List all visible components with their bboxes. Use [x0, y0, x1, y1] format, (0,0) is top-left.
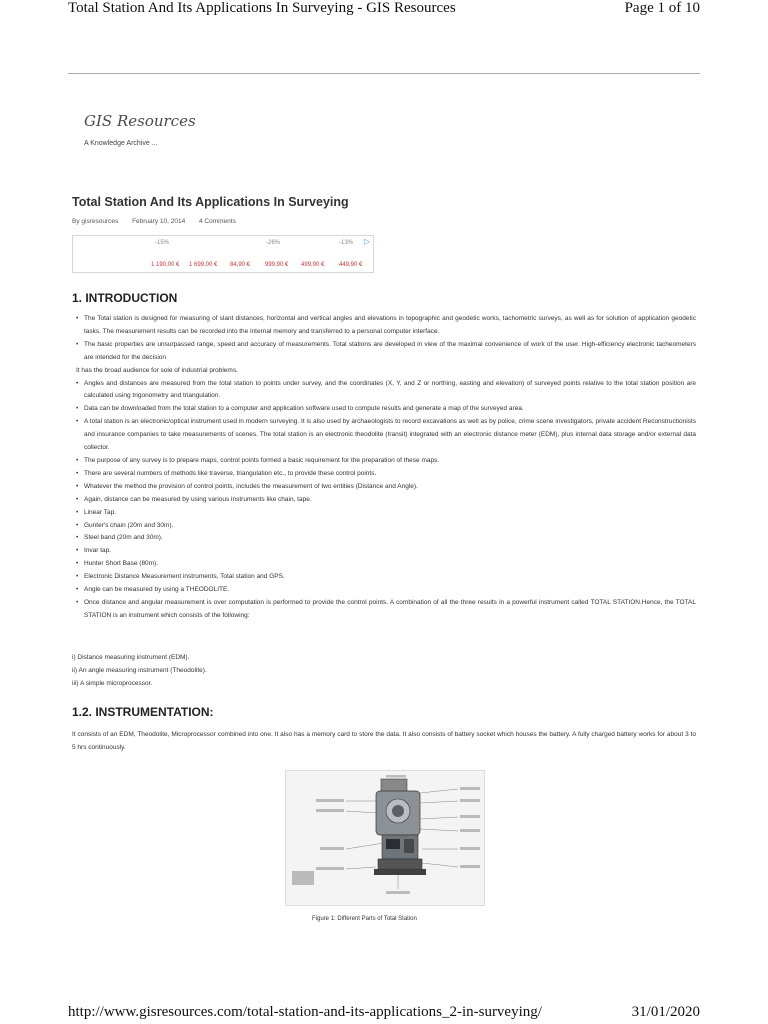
- list-item: • Angle can be measured by using a THEODOLITE.: [84, 584, 696, 597]
- ad-price[interactable]: 1 190,00 €: [151, 262, 180, 268]
- introduction-bullets: [76, 313, 696, 623]
- list-item: i) Distance measuring instrument (EDM).: [72, 654, 190, 661]
- list-item: • Gunter's chain (20m and 30m).: [84, 520, 696, 533]
- ad-discount: -13%: [339, 240, 354, 246]
- list-item: • Whatever the method the provision of control points, includes the measurement of two entities (Distance and Angle).: [84, 481, 696, 494]
- ad-banner[interactable]: [72, 235, 374, 273]
- list-item: • Electronic Distance Measurement instruments, Total station and GPS.: [84, 571, 696, 584]
- section-heading-instrumentation: 1.2. INSTRUMENTATION:: [72, 705, 214, 719]
- list-item: ii) An angle measuring instrument (Theodolite).: [72, 667, 207, 674]
- list-item: iii) A simple microprocessor.: [72, 680, 153, 687]
- list-item: • Once distance and angular measurement is over computation is performed to provide the control points. A combination of all the three results in a powerful instrument called TOTAL STATION.Hence, the TOTAL STATION is an instrument which consists of the following:: [84, 597, 696, 623]
- list-item: • The purpose of any survey is to prepare maps, control points formed a basic requirement for the preparation of these maps.: [84, 455, 696, 468]
- site-title[interactable]: GIS Resources: [84, 112, 196, 130]
- page-number: Page 1 of 10: [624, 0, 700, 16]
- post-date: February 10, 2014: [132, 218, 186, 225]
- divider: [68, 73, 700, 74]
- list-item: • There are several numbers of methods like traverse, triangulation etc., to provide these control points.: [84, 468, 696, 481]
- post-comments[interactable]: 4 Comments: [199, 218, 236, 225]
- ad-price[interactable]: 449,90 €: [339, 262, 363, 268]
- instrumentation-text: It consists of an EDM, Theodolite, Microprocessor combined into one. It also has a memory card to store the data. It also consists of battery socket which houses the battery. A fully charged battery works for about 3 to 5 hrs continuously.: [72, 731, 696, 751]
- list-item: • Hunter Short Base (80m).: [84, 558, 696, 571]
- print-header: [68, 0, 700, 24]
- ad-price[interactable]: 1 699,00 €: [189, 262, 218, 268]
- post-author[interactable]: By gisresources: [72, 218, 119, 225]
- component-list: [72, 651, 207, 690]
- total-station-illustration: [286, 771, 484, 905]
- footer-url: http://www.gisresources.com/total-station-and-its-applications_2-in-surveying/: [68, 1004, 542, 1020]
- list-item: • Again, distance can be measured by using various instruments like chain, tape.: [84, 494, 696, 507]
- subline: It has the broad audience for sole of industrial problems.: [76, 366, 238, 374]
- post-title[interactable]: Total Station And Its Applications In Surveying: [72, 195, 349, 209]
- total-station-figure: [285, 770, 485, 906]
- figure-caption: Figure 1: Different Parts of Total Station: [312, 916, 417, 922]
- list-item: • The Total station is designed for measuring of slant distances, horizontal and vertical angles and elevations in topographic and geodetic works, tachometric surveys, as well as for solution of application geodetic tasks. The measurement results can be recorded into the internal memory and transferred to a personal computer interface.: [84, 313, 696, 339]
- ad-price[interactable]: 499,90 €: [301, 262, 325, 268]
- list-item: • Invar tap.: [84, 545, 696, 558]
- ad-price[interactable]: 84,90 €: [230, 262, 251, 268]
- introduction-body: [76, 313, 696, 623]
- ad-price[interactable]: 999,90 €: [265, 262, 289, 268]
- section-heading-introduction: 1. INTRODUCTION: [72, 291, 178, 305]
- print-title: Total Station And Its Applications In Surveying - GIS Resources: [68, 0, 456, 16]
- list-item: • Linear Tap.: [84, 507, 696, 520]
- list-item: • The basic properties are unsurpassed range, speed and accuracy of measurements. Total stations are developed in view of the maximal convenience of work of the user. High-efficiency electronic tacheometers are intended for the decision It has the broad audience for sole of industrial problems.: [84, 339, 696, 378]
- post-meta: [72, 218, 248, 225]
- site-tagline: A Knowledge Archive ...: [84, 140, 158, 147]
- ad-choices-icon[interactable]: ▷: [363, 237, 370, 246]
- list-item: • A total station is an electronic/optical instrument used in modern surveying. It is also used by archaeologists to record excavations as well as by police, crime scene investigators, private accident Reconstructionists and insurance companies to take measurements of scenes. The total station is an electronic theodolite (transit) integrated with an electronic distance meter (EDM), plus internal data storage and/or external data collector.: [84, 416, 696, 455]
- list-item: • Data can be downloaded from the total station to a computer and application software used to compute results and generate a map of the surveyed area.: [84, 403, 696, 416]
- ad-discount: -15%: [155, 240, 170, 246]
- footer-date: 31/01/2020: [631, 1004, 700, 1020]
- ad-discount: -26%: [266, 240, 281, 246]
- list-item: • Angles and distances are measured from the total station to points under survey, and the coordinates (X, Y, and Z or northing, easting and elevation) of surveyed points relative to the total station position are calculated using trigonometry and triangulation.: [84, 378, 696, 404]
- list-item: • Steel band (20m and 30m).: [84, 532, 696, 545]
